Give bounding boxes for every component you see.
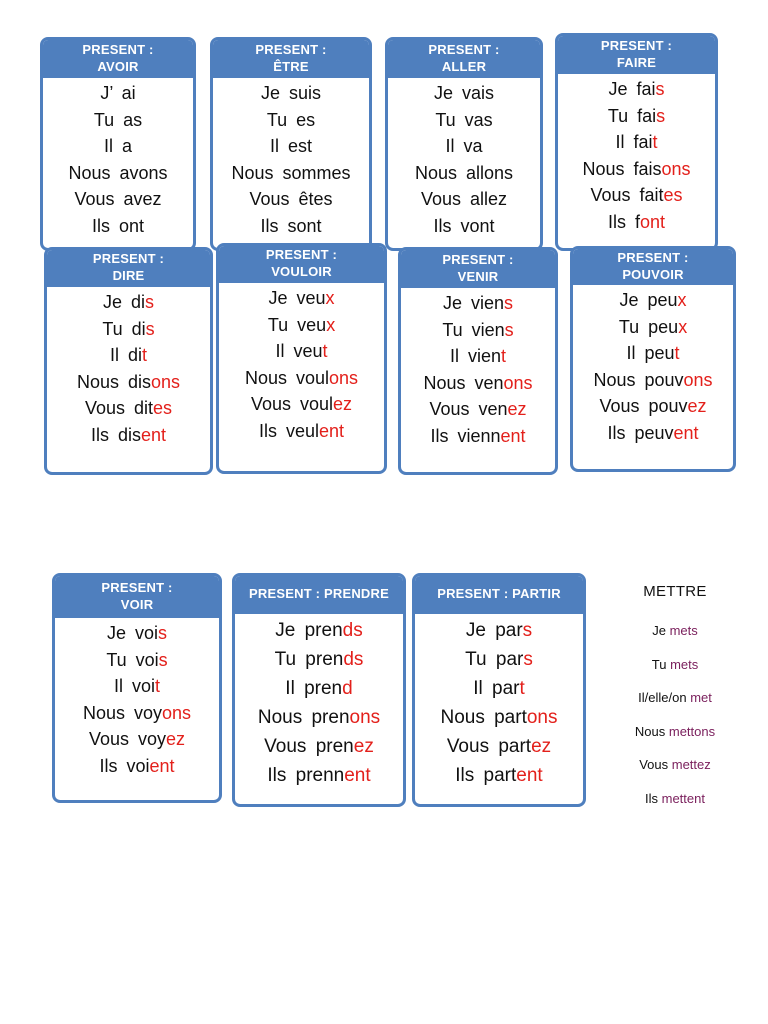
conjugation-stem: Il est <box>269 136 312 156</box>
conjugation-ending: s <box>145 292 155 312</box>
conjugation-ending: ds <box>342 620 363 641</box>
card-body <box>415 614 583 790</box>
conjugation-row <box>415 674 583 703</box>
conjugation-ending: t <box>322 341 328 361</box>
conjugation-ending: s <box>656 105 666 126</box>
card-header <box>213 40 369 78</box>
conjugation-stem: Il peu <box>626 343 675 363</box>
conjugation-row <box>43 160 193 187</box>
card-header-line: VOULOIR <box>271 264 332 279</box>
conjugation-row <box>415 732 583 761</box>
conjugation-row <box>213 107 369 134</box>
conjugation-ending: x <box>678 316 688 337</box>
conjugation-row <box>558 182 715 209</box>
card-voir <box>52 573 222 803</box>
card-header-line: PRESENT : PARTIR <box>437 586 561 601</box>
card-header-line: PRESENT : <box>82 41 154 57</box>
conjugation-ending: s <box>655 79 665 99</box>
conjugation-ending: ons <box>162 702 192 723</box>
conjugation-stem: Nous sommes <box>231 162 351 183</box>
mettre-pronoun: Je <box>652 623 670 638</box>
conjugation-stem: Vous pren <box>264 736 354 757</box>
conjugation-ending: ent <box>344 765 371 786</box>
card-header-line: PRESENT : <box>255 41 327 57</box>
conjugation-ending: ez <box>333 394 353 414</box>
conjugation-row <box>401 290 555 317</box>
conjugation-stem: Je peu <box>619 290 678 310</box>
conjugation-stem: Il vien <box>449 346 501 366</box>
card-header-line: PRESENT : <box>428 41 500 57</box>
conjugation-stem: Tu peu <box>618 316 679 337</box>
conjugation-stem: Tu par <box>465 649 524 670</box>
conjugation-stem: Je voi <box>106 623 159 643</box>
mettre-pronoun: Vous <box>639 757 672 773</box>
card-body <box>213 78 369 239</box>
mettre-verb: met <box>690 690 712 706</box>
conjugation-row <box>573 340 733 367</box>
card-partir <box>412 573 586 807</box>
conjugation-ending: ent <box>516 765 543 786</box>
card-header <box>235 576 403 614</box>
conjugation-stem: Je par <box>465 620 523 641</box>
conjugation-ending: ont <box>639 211 666 232</box>
conjugation-stem: Vous voul <box>250 394 334 414</box>
conjugation-ending: es <box>153 398 173 418</box>
conjugation-stem: Vous avez <box>74 189 162 209</box>
conjugation-stem: Ils f <box>607 211 640 232</box>
conjugation-stem: Vous êtes <box>249 189 333 209</box>
card-dire <box>44 247 213 475</box>
card-body <box>235 614 403 790</box>
card-header <box>401 250 555 288</box>
conjugation-stem: Tu veu <box>267 314 327 335</box>
conjugation-row <box>573 367 733 394</box>
conjugation-row <box>47 422 210 449</box>
conjugation-row <box>55 647 219 674</box>
mettre-pronoun: Nous <box>634 723 669 739</box>
conjugation-row <box>401 423 555 450</box>
conjugation-row <box>235 645 403 674</box>
conjugation-row <box>213 160 369 187</box>
card-header <box>219 246 384 283</box>
card-header <box>415 576 583 614</box>
conjugation-row <box>388 133 540 160</box>
mettre-pronoun: Il/elle/on <box>638 690 691 706</box>
conjugation-row <box>401 370 555 397</box>
conjugation-ending: t <box>155 676 161 696</box>
conjugation-ending: ons <box>526 707 558 728</box>
conjugation-ending: ent <box>149 755 175 776</box>
conjugation-ending: ons <box>329 367 359 388</box>
conjugation-stem: Nous dis <box>76 371 151 392</box>
conjugation-stem: Ils veul <box>258 420 319 441</box>
conjugation-row <box>388 107 540 134</box>
card-header <box>55 576 219 618</box>
conjugation-stem: Vous allez <box>420 189 508 209</box>
mettre-row <box>600 748 750 782</box>
conjugation-row <box>213 186 369 213</box>
conjugation-row <box>388 213 540 240</box>
conjugation-ending: s <box>523 649 533 670</box>
conjugation-ending: x <box>326 314 336 335</box>
conjugation-row <box>415 645 583 674</box>
conjugation-ending: ons <box>661 158 691 179</box>
conjugation-row <box>235 761 403 790</box>
conjugation-stem: Je pren <box>275 620 343 641</box>
conjugation-stem: Ils part <box>455 765 517 786</box>
conjugation-stem: Tu di <box>102 318 146 339</box>
conjugation-stem: Ils prenn <box>267 765 345 786</box>
conjugation-stem: Tu voi <box>106 649 159 670</box>
card-prendre <box>232 573 406 807</box>
card-header-line: PRESENT : <box>265 247 338 262</box>
conjugation-row <box>388 160 540 187</box>
mettre-verb: mettent <box>661 790 705 806</box>
conjugation-stem: Nous fais <box>582 158 662 179</box>
conjugation-stem: Nous pouv <box>593 369 684 390</box>
card-aller <box>385 37 543 251</box>
conjugation-row <box>401 317 555 344</box>
conjugation-ending: ons <box>151 371 181 392</box>
card-header <box>43 40 193 78</box>
conjugation-row <box>235 703 403 732</box>
conjugation-stem: Tu fai <box>607 105 657 126</box>
mettre-row <box>600 715 750 749</box>
conjugation-ending: t <box>519 678 525 699</box>
conjugation-ending: s <box>504 319 514 340</box>
card-header-line: ÊTRE <box>273 58 309 74</box>
conjugation-ending: ez <box>531 736 552 757</box>
conjugation-stem: Vous part <box>446 736 532 757</box>
conjugation-ending: ds <box>343 649 364 670</box>
conjugation-stem: Il a <box>103 136 132 156</box>
card-body <box>55 618 219 779</box>
mettre-row <box>600 782 750 816</box>
conjugation-ending: ent <box>140 424 167 445</box>
conjugation-row <box>47 395 210 422</box>
card-header-line: VENIR <box>457 268 499 284</box>
conjugation-ending: s <box>158 649 168 670</box>
card-body <box>47 287 210 448</box>
conjugation-row <box>213 213 369 240</box>
conjugation-ending: x <box>325 288 335 308</box>
conjugation-ending: t <box>142 345 148 365</box>
conjugation-row <box>43 80 193 107</box>
conjugation-row <box>235 732 403 761</box>
conjugation-row <box>219 312 384 339</box>
conjugation-ending: ons <box>683 369 713 390</box>
conjugation-stem: Ils vont <box>433 215 495 236</box>
conjugation-ending: ent <box>673 422 699 443</box>
conjugation-row <box>219 338 384 365</box>
conjugation-row <box>558 76 715 103</box>
conjugation-ending: ez <box>166 729 186 749</box>
conjugation-stem: Nous part <box>440 707 527 728</box>
mettre-title: METTRE <box>643 583 707 600</box>
conjugation-ending: ent <box>319 420 345 441</box>
conjugation-row <box>43 107 193 134</box>
conjugation-stem: Tu vas <box>435 109 493 130</box>
card-avoir <box>40 37 196 251</box>
card-header-line: PRESENT : <box>600 37 673 53</box>
conjugation-row <box>55 726 219 753</box>
conjugation-stem: Ils vienn <box>430 425 501 446</box>
conjugation-stem: Il par <box>473 678 520 699</box>
card-header-line: PRESENT : <box>617 249 689 265</box>
card-header-line: PRESENT : <box>101 579 173 595</box>
conjugation-stem: Ils peuv <box>607 422 674 443</box>
conjugation-row <box>573 287 733 314</box>
conjugation-stem: Vous voy <box>88 729 167 749</box>
conjugation-stem: Il va <box>445 136 483 156</box>
card-body <box>43 78 193 239</box>
conjugation-row <box>558 103 715 130</box>
mettre-verb: mettons <box>668 723 716 739</box>
conjugation-row <box>47 369 210 396</box>
conjugation-row <box>47 316 210 343</box>
conjugation-stem: Nous voul <box>244 367 329 388</box>
conjugation-stem: Nous ven <box>423 372 504 393</box>
card-body <box>573 285 733 446</box>
conjugation-row <box>235 616 403 645</box>
conjugation-row <box>219 391 384 418</box>
conjugation-stem: Vous fait <box>590 185 664 205</box>
conjugation-row <box>558 156 715 183</box>
conjugation-stem: Tu vien <box>442 319 505 340</box>
card-faire <box>555 33 718 251</box>
card-venir <box>398 247 558 475</box>
conjugation-row <box>55 700 219 727</box>
mettre-row <box>600 681 750 715</box>
card-header-line: AVOIR <box>97 58 139 74</box>
conjugation-row <box>55 673 219 700</box>
conjugation-stem: Tu as <box>93 109 143 130</box>
card-header-line: FAIRE <box>616 54 657 70</box>
mettre-pronoun: Ils <box>645 790 662 806</box>
conjugation-ending: ent <box>500 425 526 446</box>
mettre-verb: mettez <box>671 757 711 773</box>
card-header <box>47 250 210 287</box>
conjugation-stem: Vous pouv <box>599 396 688 416</box>
card-header-line: PRESENT : <box>92 251 165 266</box>
conjugation-stem: Nous voy <box>82 702 162 723</box>
conjugation-row <box>43 186 193 213</box>
conjugation-stem: Ils sont <box>260 215 322 236</box>
conjugation-stem: Je vien <box>442 293 505 313</box>
conjugation-stem: Je di <box>102 292 146 312</box>
conjugation-stem: Il pren <box>285 678 343 699</box>
conjugation-stem: Il fai <box>615 132 653 152</box>
mettre-list <box>600 583 750 816</box>
conjugation-stem: Ils dis <box>90 424 141 445</box>
mettre-verb: mets <box>669 623 698 638</box>
conjugation-row <box>573 314 733 341</box>
mettre-verb: mets <box>670 656 699 672</box>
conjugation-stem: Nous avons <box>68 162 168 183</box>
conjugation-stem: Je veu <box>268 288 326 308</box>
conjugation-stem: Je suis <box>260 83 322 103</box>
mettre-row <box>600 648 750 682</box>
conjugation-stem: Tu es <box>266 109 316 130</box>
conjugation-row <box>415 703 583 732</box>
card-pouvoir <box>570 246 736 472</box>
card-header <box>573 249 733 285</box>
conjugation-stem: Nous allons <box>414 162 514 183</box>
conjugation-stem: Je fai <box>608 79 656 99</box>
conjugation-stem: Vous dit <box>84 398 154 418</box>
conjugation-ending: ons <box>349 707 381 728</box>
conjugation-row <box>415 761 583 790</box>
conjugation-ending: t <box>501 346 507 366</box>
conjugation-ending: d <box>342 678 353 699</box>
conjugation-stem: Il di <box>109 345 142 365</box>
card-body <box>558 74 715 235</box>
conjugation-row <box>401 396 555 423</box>
card-body <box>219 283 384 444</box>
conjugation-ending: t <box>674 343 680 363</box>
conjugation-stem: J’ ai <box>100 83 136 103</box>
conjugation-row <box>388 80 540 107</box>
conjugation-ending: s <box>145 318 155 339</box>
conjugation-ending: t <box>652 132 658 152</box>
conjugation-row <box>573 393 733 420</box>
conjugation-row <box>219 365 384 392</box>
conjugation-row <box>219 285 384 312</box>
card-header <box>388 40 540 78</box>
card-etre <box>210 37 372 251</box>
conjugation-row <box>55 620 219 647</box>
card-body <box>401 288 555 449</box>
card-body <box>388 78 540 239</box>
conjugation-row <box>388 186 540 213</box>
conjugation-ending: s <box>522 620 533 641</box>
conjugation-row <box>55 753 219 780</box>
conjugation-row <box>213 80 369 107</box>
card-header <box>558 36 715 74</box>
conjugation-ending: ez <box>507 399 527 419</box>
conjugation-row <box>219 418 384 445</box>
conjugation-stem: Vous ven <box>429 399 508 419</box>
conjugation-row <box>573 420 733 447</box>
card-vouloir <box>216 243 387 474</box>
conjugation-stem: Ils voi <box>99 755 150 776</box>
mettre-pronoun: Tu <box>651 656 671 672</box>
conjugation-stem: Nous pren <box>257 707 350 728</box>
conjugation-row <box>47 289 210 316</box>
conjugation-stem: Il veu <box>275 341 323 361</box>
conjugation-ending: es <box>663 185 683 205</box>
conjugation-row <box>47 342 210 369</box>
conjugation-row <box>213 133 369 160</box>
card-header-line: PRESENT : <box>442 251 514 267</box>
mettre-row <box>600 614 750 648</box>
conjugation-ending: ez <box>687 396 707 416</box>
conjugation-ending: s <box>158 623 168 643</box>
conjugation-stem: Je vais <box>433 83 495 103</box>
conjugation-row <box>558 209 715 236</box>
card-header-line: VOIR <box>120 596 154 612</box>
conjugation-row <box>401 343 555 370</box>
conjugation-ending: ons <box>503 372 533 393</box>
conjugation-stem: Ils ont <box>91 215 145 236</box>
conjugation-row <box>43 133 193 160</box>
conjugation-stem: Tu pren <box>274 649 344 670</box>
conjugation-stem: Il voi <box>113 676 155 696</box>
card-header-line: POUVOIR <box>622 266 684 282</box>
conjugation-ending: s <box>504 293 514 313</box>
card-header-line: ALLER <box>441 58 487 74</box>
conjugation-row <box>43 213 193 240</box>
conjugation-row <box>235 674 403 703</box>
mettre-rows <box>600 614 750 816</box>
conjugation-ending: x <box>677 290 687 310</box>
conjugation-ending: ez <box>353 736 374 757</box>
card-header-line: PRESENT : PRENDRE <box>249 586 389 601</box>
card-header-line: DIRE <box>112 268 145 283</box>
conjugation-row <box>558 129 715 156</box>
conjugation-row <box>415 616 583 645</box>
